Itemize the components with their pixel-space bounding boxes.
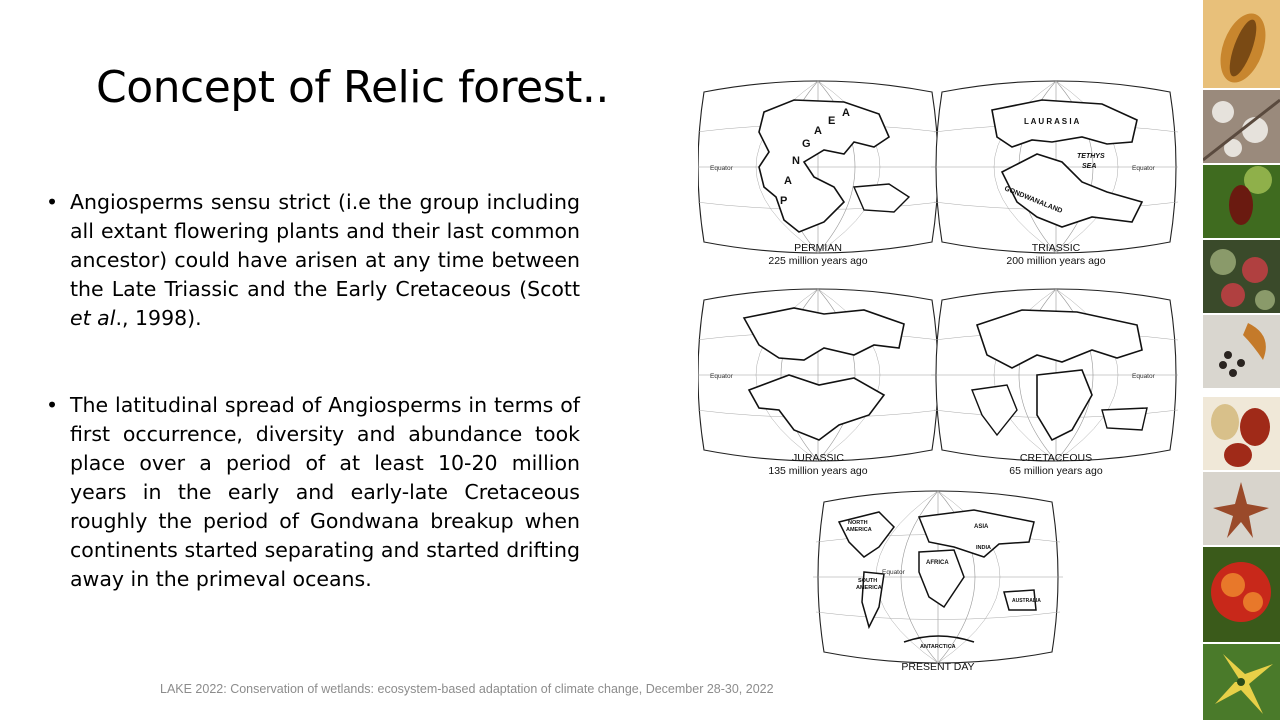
north-america-label: NORTH — [848, 520, 868, 526]
continental-drift-figure — [698, 70, 1178, 680]
photo-shape — [1255, 290, 1275, 310]
photo-shape — [1242, 257, 1268, 283]
photo-shape — [1221, 573, 1245, 597]
photo-shape — [1229, 185, 1253, 225]
map-jurassic — [698, 289, 943, 477]
equator-label: Equator — [882, 569, 905, 576]
slide-title: Concept of Relic forest.. — [96, 62, 609, 113]
photo-shape — [1212, 101, 1234, 123]
photo-shape — [1243, 592, 1263, 612]
photo-yellow-flower — [1203, 644, 1280, 720]
africa-label: AFRICA — [926, 560, 949, 566]
photo-red-blossom — [1203, 547, 1280, 642]
photo-shape — [1219, 361, 1227, 369]
pangaea-letter: P — [780, 195, 788, 207]
bullet-text: ., 1998). — [115, 306, 202, 330]
map-period-label: PRESENT DAY — [901, 661, 975, 673]
photo-shape — [1224, 351, 1232, 359]
bullet-item — [44, 188, 580, 333]
photo-white-flowers — [1203, 90, 1280, 163]
pangaea-letter: A — [784, 175, 792, 187]
map-period-label: CRETACEOUS — [1019, 452, 1093, 464]
south-america-label: AMERICA — [856, 585, 882, 591]
photo-background — [1203, 315, 1280, 388]
photo-star-flower — [1203, 472, 1280, 545]
north-america-label: AMERICA — [846, 527, 872, 533]
map-age-label: 200 million years ago — [1006, 255, 1106, 267]
equator-label: Equator — [1132, 165, 1155, 172]
equator-label: Equator — [710, 373, 733, 380]
sea-label: SEA — [1082, 163, 1097, 170]
antarctica-label: ANTARCTICA — [920, 644, 956, 650]
map-age-label: 135 million years ago — [768, 465, 868, 477]
map-age-label: 225 million years ago — [768, 255, 868, 267]
pangaea-letter: A — [814, 125, 822, 137]
photo-seed-pod — [1203, 0, 1280, 88]
laurasia-label: L A U R A S I A — [1024, 117, 1080, 126]
map-age-label: 65 million years ago — [1009, 465, 1103, 477]
bullet-list — [44, 188, 580, 594]
map-period-label: JURASSIC — [792, 452, 844, 464]
map-triassic — [931, 81, 1178, 267]
pangaea-letter: N — [792, 155, 800, 167]
equator-label: Equator — [710, 165, 733, 172]
bullet-item — [44, 391, 580, 594]
map-present-day — [813, 491, 1063, 673]
australia-label: AUSTRALIA — [1012, 598, 1041, 604]
photo-shape — [1240, 408, 1270, 446]
map-period-label: TRIASSIC — [1031, 242, 1081, 254]
asia-label: ASIA — [974, 524, 989, 530]
map-period-label: PERMIAN — [794, 242, 842, 254]
photo-fruits — [1203, 240, 1280, 313]
photo-shape — [1229, 369, 1237, 377]
photo-shape — [1211, 404, 1239, 440]
photo-shape — [1224, 443, 1252, 467]
pangaea-letter: A — [842, 107, 850, 119]
photo-strip — [1203, 0, 1280, 720]
photo-seeds — [1203, 315, 1280, 388]
bullet-text: Angiosperms sensu strict (i.e the group including all extant flowering plants and their last common ancestor) could have arisen at any time between the Late Triassic and the Early Cretaceous (Scott — [70, 190, 580, 301]
pangaea-letter: E — [828, 115, 836, 127]
slide-footer: LAKE 2022: Conservation of wetlands: ecosystem-based adaptation of climate change, December 28-30, 2022 — [160, 682, 774, 696]
pangaea-letter: G — [802, 138, 811, 150]
bullet-text-italic: et al — [70, 306, 116, 330]
tethys-label: TETHYS — [1077, 153, 1105, 160]
india-label: INDIA — [976, 545, 991, 551]
photo-shape — [1221, 283, 1245, 307]
photo-shape — [1237, 678, 1245, 686]
photo-orchid — [1203, 165, 1280, 238]
equator-label: Equator — [1132, 373, 1155, 380]
bullet-text: The latitudinal spread of Angiosperms in terms of first occurrence, diversity and abundance took place over a period of at least 10-20 million years in the early and early-late Cretaceous roughly the period of Gondwana breakup when continents started separating and started drifting away in the primeval oceans. — [70, 393, 580, 591]
map-permian — [698, 81, 943, 267]
photo-shape — [1237, 359, 1245, 367]
photo-shape — [1210, 249, 1236, 275]
gondwanaland-label: GONDWANALAND — [1003, 185, 1064, 216]
photo-nuts — [1203, 397, 1280, 470]
south-america-label: SOUTH — [858, 578, 878, 584]
map-cretaceous — [931, 289, 1178, 477]
